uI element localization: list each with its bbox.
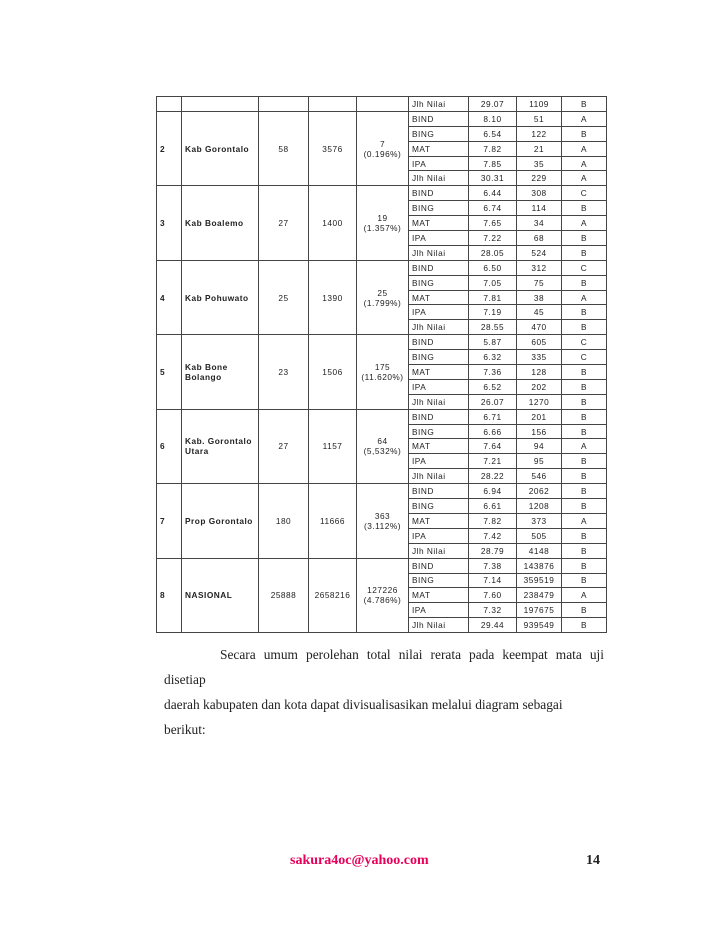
- rank-cell: 201: [517, 409, 562, 424]
- grade-cell: C: [562, 260, 607, 275]
- rank-cell: 312: [517, 260, 562, 275]
- subject-cell: BIND: [409, 186, 469, 201]
- subject-cell: IPA: [409, 231, 469, 246]
- subject-cell: BING: [409, 424, 469, 439]
- failed-count: 64: [377, 436, 388, 447]
- rank-cell: 94: [517, 439, 562, 454]
- score-cell: 6.74: [469, 201, 517, 216]
- score-cell: 7.05: [469, 275, 517, 290]
- grade-cell: B: [562, 424, 607, 439]
- score-cell: 7.81: [469, 290, 517, 305]
- participant-count-cell: 3576: [309, 111, 357, 185]
- table-row: [157, 186, 607, 201]
- paragraph-line-3: berikut:: [164, 722, 206, 737]
- score-cell: 30.31: [469, 171, 517, 186]
- rank-cell: 114: [517, 201, 562, 216]
- subject-cell: BING: [409, 573, 469, 588]
- rank-cell: 197675: [517, 603, 562, 618]
- subject-cell: MAT: [409, 365, 469, 380]
- rank-cell: 238479: [517, 588, 562, 603]
- grade-cell: B: [562, 618, 607, 633]
- subject-cell: BIND: [409, 409, 469, 424]
- grade-cell: A: [562, 439, 607, 454]
- subject-cell: MAT: [409, 141, 469, 156]
- rank-cell: 470: [517, 320, 562, 335]
- region-number-cell: 6: [157, 409, 182, 483]
- school-count-cell: 58: [259, 111, 309, 185]
- failed-percent: (4.786%): [363, 595, 402, 606]
- grade-cell: A: [562, 290, 607, 305]
- score-cell: 7.32: [469, 603, 517, 618]
- grade-cell: B: [562, 394, 607, 409]
- paragraph-line-2: daerah kabupaten dan kota dapat divisualisasikan melalui diagram sebagai: [164, 697, 563, 712]
- failed-count-cell: [357, 111, 409, 185]
- grade-cell: B: [562, 126, 607, 141]
- subject-cell: BIND: [409, 335, 469, 350]
- rank-cell: 229: [517, 171, 562, 186]
- table-row: [157, 558, 607, 573]
- grade-cell: A: [562, 171, 607, 186]
- region-name-cell: NASIONAL: [182, 558, 259, 632]
- grade-cell: C: [562, 186, 607, 201]
- subject-cell: Jlh Nilai: [409, 171, 469, 186]
- rank-cell: 605: [517, 335, 562, 350]
- region-name-cell: Kab Pohuwato: [182, 260, 259, 334]
- failed-count-cell: [357, 484, 409, 558]
- grade-cell: B: [562, 245, 607, 260]
- score-cell: 7.21: [469, 454, 517, 469]
- subject-cell: MAT: [409, 216, 469, 231]
- rank-cell: 1109: [517, 97, 562, 112]
- subject-cell: IPA: [409, 305, 469, 320]
- table-row: [157, 484, 607, 499]
- grade-cell: A: [562, 588, 607, 603]
- score-cell: 6.54: [469, 126, 517, 141]
- region-name-cell: Prop Gorontalo: [182, 484, 259, 558]
- region-number-cell: 7: [157, 484, 182, 558]
- failed-percent: (3.112%): [363, 520, 402, 531]
- grade-cell: B: [562, 379, 607, 394]
- grade-cell: A: [562, 111, 607, 126]
- grade-cell: B: [562, 454, 607, 469]
- subject-cell: BING: [409, 201, 469, 216]
- score-cell: 29.07: [469, 97, 517, 112]
- failed-percent: (11.620%): [361, 371, 404, 382]
- failed-count: 7: [379, 138, 386, 149]
- score-cell: 6.50: [469, 260, 517, 275]
- region-number-cell: 4: [157, 260, 182, 334]
- subject-cell: Jlh Nilai: [409, 469, 469, 484]
- region-name-cell: Kab Gorontalo: [182, 111, 259, 185]
- subject-cell: IPA: [409, 528, 469, 543]
- footer-email[interactable]: sakura4oc@yahoo.com: [290, 853, 429, 868]
- grade-cell: C: [562, 335, 607, 350]
- rank-cell: 38: [517, 290, 562, 305]
- score-cell: 7.14: [469, 573, 517, 588]
- empty-cell: [357, 97, 409, 112]
- score-cell: 28.05: [469, 245, 517, 260]
- empty-cell: [309, 97, 357, 112]
- score-cell: 6.71: [469, 409, 517, 424]
- region-name-cell: Kab. Gorontalo Utara: [182, 409, 259, 483]
- rank-cell: 122: [517, 126, 562, 141]
- score-cell: 7.38: [469, 558, 517, 573]
- school-count-cell: 27: [259, 186, 309, 260]
- rank-cell: 35: [517, 156, 562, 171]
- grade-cell: A: [562, 156, 607, 171]
- region-number-cell: 8: [157, 558, 182, 632]
- rank-cell: 34: [517, 216, 562, 231]
- table-row: [157, 97, 607, 112]
- subject-cell: IPA: [409, 156, 469, 171]
- subject-cell: BING: [409, 350, 469, 365]
- rank-cell: 156: [517, 424, 562, 439]
- score-cell: 6.94: [469, 484, 517, 499]
- rank-cell: 308: [517, 186, 562, 201]
- score-cell: 28.55: [469, 320, 517, 335]
- score-cell: 7.22: [469, 231, 517, 246]
- participant-count-cell: 1157: [309, 409, 357, 483]
- subject-cell: Jlh Nilai: [409, 618, 469, 633]
- rank-cell: 75: [517, 275, 562, 290]
- participant-count-cell: 2658216: [309, 558, 357, 632]
- score-cell: 7.85: [469, 156, 517, 171]
- school-count-cell: 180: [259, 484, 309, 558]
- failed-count: 127226: [367, 585, 398, 596]
- rank-cell: 2062: [517, 484, 562, 499]
- grade-cell: A: [562, 141, 607, 156]
- participant-count-cell: 1400: [309, 186, 357, 260]
- table-row: [157, 260, 607, 275]
- table-row: [157, 335, 607, 350]
- score-cell: 6.32: [469, 350, 517, 365]
- failed-count: 25: [377, 287, 388, 298]
- subject-cell: MAT: [409, 513, 469, 528]
- body-paragraph: [164, 642, 604, 742]
- subject-cell: BIND: [409, 484, 469, 499]
- failed-count-cell: [357, 260, 409, 334]
- rank-cell: 95: [517, 454, 562, 469]
- score-cell: 6.52: [469, 379, 517, 394]
- region-number-cell: 3: [157, 186, 182, 260]
- score-cell: 7.19: [469, 305, 517, 320]
- score-cell: 26.07: [469, 394, 517, 409]
- grade-cell: B: [562, 97, 607, 112]
- failed-percent: (1.799%): [363, 297, 402, 308]
- subject-cell: IPA: [409, 379, 469, 394]
- score-cell: 5.87: [469, 335, 517, 350]
- subject-cell: Jlh Nilai: [409, 394, 469, 409]
- region-number-cell: 2: [157, 111, 182, 185]
- rank-cell: 335: [517, 350, 562, 365]
- school-count-cell: 25: [259, 260, 309, 334]
- grade-cell: B: [562, 409, 607, 424]
- rank-cell: 45: [517, 305, 562, 320]
- rank-cell: 4148: [517, 543, 562, 558]
- failed-percent: (1.357%): [363, 223, 402, 234]
- score-cell: 28.22: [469, 469, 517, 484]
- grade-cell: A: [562, 513, 607, 528]
- score-cell: 7.64: [469, 439, 517, 454]
- subject-cell: Jlh Nilai: [409, 245, 469, 260]
- rank-cell: 202: [517, 379, 562, 394]
- grade-cell: B: [562, 469, 607, 484]
- table-row: [157, 409, 607, 424]
- region-name-cell: Kab Bone Bolango: [182, 335, 259, 409]
- grade-cell: B: [562, 484, 607, 499]
- subject-cell: Jlh Nilai: [409, 320, 469, 335]
- score-cell: 6.61: [469, 499, 517, 514]
- empty-cell: [157, 97, 182, 112]
- failed-count: 19: [377, 213, 388, 224]
- participant-count-cell: 1390: [309, 260, 357, 334]
- grade-cell: B: [562, 365, 607, 380]
- subject-cell: MAT: [409, 588, 469, 603]
- failed-count: 175: [374, 361, 391, 372]
- score-cell: 7.36: [469, 365, 517, 380]
- rank-cell: 51: [517, 111, 562, 126]
- subject-cell: BIND: [409, 558, 469, 573]
- results-table: [156, 96, 607, 633]
- score-cell: 29.44: [469, 618, 517, 633]
- subject-cell: IPA: [409, 603, 469, 618]
- failed-count-cell: [357, 409, 409, 483]
- subject-cell: BING: [409, 275, 469, 290]
- score-cell: 8.10: [469, 111, 517, 126]
- subject-cell: BIND: [409, 111, 469, 126]
- rank-cell: 939549: [517, 618, 562, 633]
- rank-cell: 1208: [517, 499, 562, 514]
- rank-cell: 505: [517, 528, 562, 543]
- grade-cell: B: [562, 543, 607, 558]
- school-count-cell: 25888: [259, 558, 309, 632]
- score-cell: 7.42: [469, 528, 517, 543]
- rank-cell: 1270: [517, 394, 562, 409]
- failed-percent: (5,532%): [363, 446, 402, 457]
- score-cell: 7.65: [469, 216, 517, 231]
- region-number-cell: 5: [157, 335, 182, 409]
- failed-percent: (0.196%): [363, 148, 402, 159]
- score-cell: 7.60: [469, 588, 517, 603]
- grade-cell: B: [562, 231, 607, 246]
- grade-cell: B: [562, 528, 607, 543]
- subject-cell: BIND: [409, 260, 469, 275]
- subject-cell: MAT: [409, 439, 469, 454]
- rank-cell: 21: [517, 141, 562, 156]
- participant-count-cell: 1506: [309, 335, 357, 409]
- rank-cell: 524: [517, 245, 562, 260]
- empty-cell: [182, 97, 259, 112]
- subject-cell: BING: [409, 499, 469, 514]
- score-cell: 7.82: [469, 141, 517, 156]
- participant-count-cell: 11666: [309, 484, 357, 558]
- table-row: [157, 111, 607, 126]
- failed-count-cell: [357, 558, 409, 632]
- grade-cell: B: [562, 603, 607, 618]
- subject-cell: MAT: [409, 290, 469, 305]
- grade-cell: A: [562, 216, 607, 231]
- region-name-cell: Kab Boalemo: [182, 186, 259, 260]
- subject-cell: Jlh Nilai: [409, 543, 469, 558]
- empty-cell: [259, 97, 309, 112]
- school-count-cell: 23: [259, 335, 309, 409]
- grade-cell: C: [562, 350, 607, 365]
- rank-cell: 143876: [517, 558, 562, 573]
- subject-cell: Jlh Nilai: [409, 97, 469, 112]
- grade-cell: B: [562, 320, 607, 335]
- score-cell: 28.79: [469, 543, 517, 558]
- rank-cell: 373: [517, 513, 562, 528]
- grade-cell: B: [562, 499, 607, 514]
- rank-cell: 359519: [517, 573, 562, 588]
- subject-cell: IPA: [409, 454, 469, 469]
- score-cell: 6.66: [469, 424, 517, 439]
- failed-count-cell: [357, 186, 409, 260]
- score-cell: 6.44: [469, 186, 517, 201]
- failed-count-cell: [357, 335, 409, 409]
- grade-cell: B: [562, 201, 607, 216]
- grade-cell: B: [562, 305, 607, 320]
- failed-count: 363: [374, 510, 391, 521]
- rank-cell: 128: [517, 365, 562, 380]
- page-number: 14: [586, 853, 600, 868]
- table-body: [157, 97, 607, 633]
- grade-cell: B: [562, 558, 607, 573]
- subject-cell: BING: [409, 126, 469, 141]
- grade-cell: B: [562, 275, 607, 290]
- paragraph-line-1: Secara umum perolehan total nilai rerata pada keempat mata uji disetiap: [164, 647, 604, 687]
- score-cell: 7.82: [469, 513, 517, 528]
- grade-cell: B: [562, 573, 607, 588]
- rank-cell: 68: [517, 231, 562, 246]
- rank-cell: 546: [517, 469, 562, 484]
- school-count-cell: 27: [259, 409, 309, 483]
